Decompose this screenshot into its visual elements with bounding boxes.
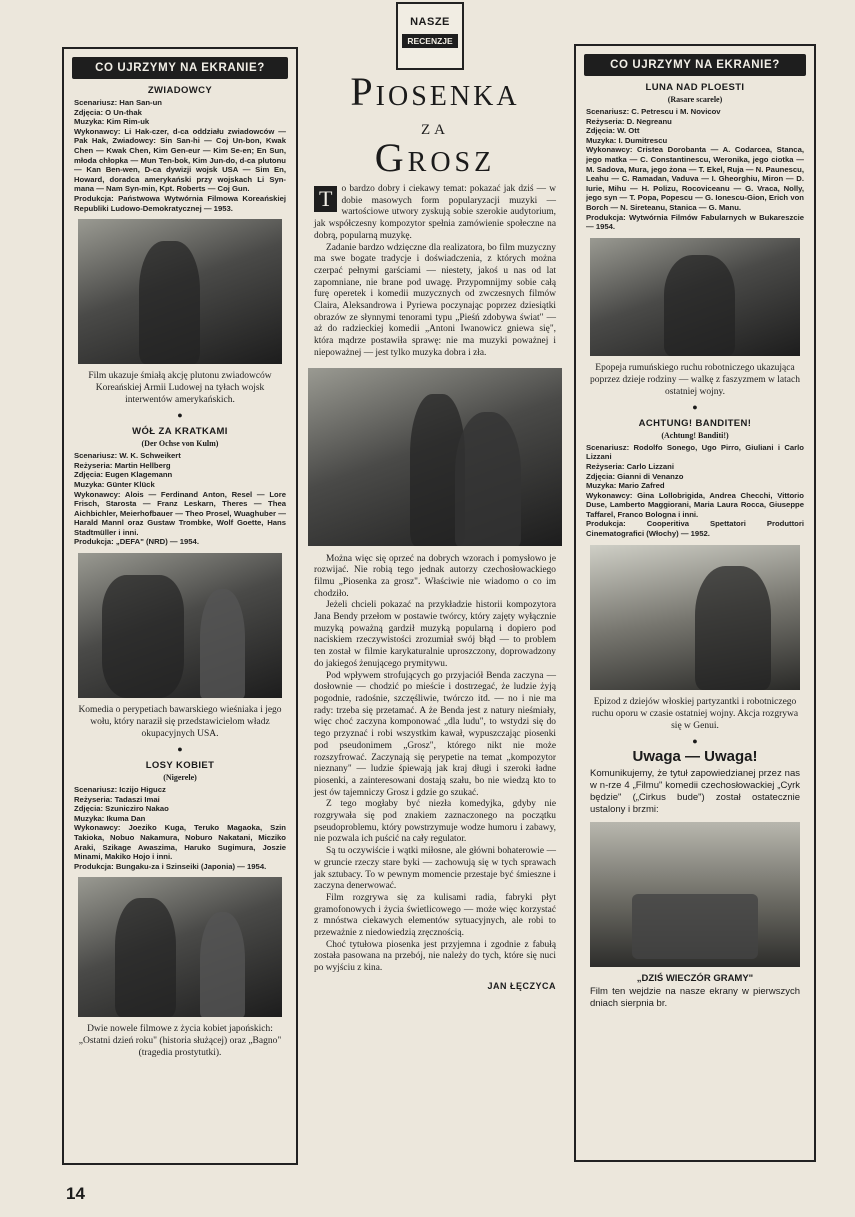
article-paragraph: Można więc się oprzeć na dobrych wzorach i pomysłowo je rozwijać. Nie robią tego jednak autorzy czechosłowackiego filmu „Piosenka za grosz". Właściwie nie wiadomo o co im chodziło. [314, 553, 556, 599]
article-paragraph: Z tego mogłaby być niezła komedyjka, gdyby nie rozgrywała się pod znakiem zaznaczonego na początku pseudoproblemu, który powstrzymuje wodze humoru i zabawy, nie pozwala ich puścić na cały regulator. [314, 799, 556, 845]
final-text: Film ten wejdzie na nasze ekrany w pierwszych dniach sierpnia br. [590, 985, 800, 1009]
article-title-line3: Grosz [374, 135, 496, 180]
film-credits-losy-kobiet: Scenariusz: Iczijo Higucz Reżyseria: Tadaszi Imai Zdjęcia: Szunicziro Nakao Muzyka: Ikuma Dan Wykonawcy: Joeziko Kuga, Teruko Magaoka, Szin Takioka, Nobuo Nakamura, Noburo Nakatani, Micziko Araki, Szikage Awaszima, Haruko Sugimura, Joszie Minami, Makiko Hojo i inni. Produkcja: Bungaku-za i Szinseiki (Japonia) — 1954. [74, 785, 286, 871]
film-caption-wol-za-kratkami: Komedia o perypetiach bawarskiego wieśniaka i jego wołu, który naraził się przedstawicielom władz okupacyjnych USA. [78, 705, 282, 740]
film-title-wol-za-kratkami: WÓŁ ZA KRATKAMI [132, 426, 228, 438]
separator-dot: ● [177, 410, 183, 421]
left-section-header: CO UJRZYMY NA EKRANIE? [72, 57, 288, 79]
article-paragraph: Film rozgrywa się za kulisami radia, fabryki płyt gramofonowych i życia świetlicowego — może więc korzystać z mnóstwa ciekawych elementów sytuacyjnych, ale robi to przeważnie z niedowiedzią zręcznością. [314, 892, 556, 939]
film-title-losy-kobiet: LOSY KOBIET [145, 760, 215, 772]
article-photo-couple [308, 368, 562, 546]
film-credits-zwiadowcy: Scenariusz: Han San-un Zdjęcia: O Un-thak Muzyka: Kim Rim-uk Wykonawcy: Li Hak-czer, d-ca oddziału zwiadowców — Pak Hak, Zwiadowcy: Sin San-hi — Coj Un-bon, Kwak Chen — Kwak Chen, Kim Gen-eur — Kim Se-en; En Sun, młoda chłopka — Mun Ten-bok, Kim Jun-do, d-ca plutonu — Kan Ben-wen, D-ca dywizji wojsk USA — Sim En, Howard, doradca amerykański przy wojskach Li Syn-mana — Nam Syn-min, Kpt. Roberts — Coj Gun. Produkcja: Państwowa Wytwórnia Filmowa Koreańskiej Republiki Ludowo-Demokratycznej — 1953. [74, 98, 286, 213]
left-column [62, 47, 298, 1165]
separator-dot: ● [692, 401, 698, 412]
article-paragraph: o bardzo dobry i ciekawy temat: pokazać jak dziś — w dobie masowych form popularyzacji muzyki — wartościowe utwory zyskują sobie szerokie audytorium, jak współczesny kompozytor spełnia zamówienie społeczne na dobrą, popularną muzykę. [314, 184, 556, 241]
film-still-achtung-banditen [590, 545, 800, 690]
article-paragraph: Zadanie bardzo wdzięczne dla realizatora, bo film muzyczny ma swe bogate tradycje i doświadczenia, z których można czerpać pełnymi garściami — niestety, jakoś u nas od lat zapomniane, nie brane pod uwagę. Przypomnijmy sobie całą furę operetek i komedii muzycznych od zwczesnych filmów Claira, Aleksandrowa i Pyriewa poczynając poprzez dziesiątki obrazów ze słynnymi tenorami typu „Pieśń zdobywa świat" — aż do radzieckiej komedii „Antoni Iwanowicz gniewa się", która mądrze postawiła sprawę: nie ma muzyki poważnej i niepoważnej — jest tylko muzyka dobra i zła. [314, 242, 556, 358]
film-caption-achtung-banditen: Epizod z dziejów włoskiej partyzantki i robotniczego ruchu oporu w czasie ostatniej wojny. Akcja rozgrywa się w Genui. [591, 696, 799, 731]
separator-dot: ● [692, 735, 698, 746]
film-caption-zwiadowcy: Film ukazuje śmiałą akcję plutonu zwiadowców Koreańskiej Armii Ludowej na tyłach wojsk interwentów amerykańskich. [88, 371, 272, 406]
notice-text: Komunikujemy, że tytuł zapowiedzianej przez nas w n-rze 4 „Filmu" komedii czechosłowackiej „Cyrk będzie" („Cirkus bude") został ostatecznie ustalony i brzmi: [590, 767, 800, 815]
separator-dot: ● [177, 744, 183, 755]
article-body [314, 184, 556, 993]
film-caption-losy-kobiet: Dwie nowele filmowe z życia kobiet japońskich: „Ostatni dzień roku" (historia służącej) oraz „Bagno" (tragedia prostytutki). [78, 1024, 282, 1059]
logo-line1: NASZE [410, 16, 450, 28]
film-still-wol-za-kratkami [78, 553, 282, 698]
film-subtitle-luna-nad-ploesti: (Rasare scarele) [667, 95, 723, 104]
film-subtitle-achtung-banditen: (Achtung! Banditi!) [661, 430, 729, 440]
film-title-zwiadowcy: ZWIADOWCY [147, 85, 213, 96]
film-still-losy-kobiet [78, 877, 282, 1017]
right-column [574, 44, 816, 1162]
final-caption: „DZIŚ WIECZÓR GRAMY" [636, 972, 754, 984]
nasze-recenzje-logo [396, 2, 464, 70]
article-title-line2: za [421, 114, 449, 139]
right-section-header: CO UJRZYMY NA EKRANIE? [584, 54, 806, 76]
article-paragraph: Choć tytułowa piosenka jest przyjemna i zgodnie z fabułą została pasowana na przebój, nie należy do tych, które się nuci po wyjściu z kina. [314, 939, 556, 974]
article-author: JAN ŁĘCZYCA [487, 980, 556, 991]
film-credits-luna-nad-ploesti: Scenariusz: C. Petrescu i M. Novicov Reżyseria: D. Negreanu Zdjęcia: W. Ott Muzyka: I. Dumitrescu Wykonawcy: Cristea Dorobanta — A. Codarcea, Stanca, jego matka — C. Constantinescu, Weronika, jego ciotka — M. Sadova, Mura, jego żona — T. Ekel, Ruja — N. Paunescu, Leahu — C. Ramadan, Vaduva — I. Gheorghiu, Miron — D. Iurie, Mihu — H. Polizu, Rocoviceanu — G. Vraca, Nolly, jego syn — T. Popa, Popescu — G. Ionescu-Gion, Erich von Borch — N. Sireteanu, Stanica — G. Manu. Produkcja: Wytwórnia Filmów Fabularnych w Bukareszcie — 1954. [586, 107, 804, 232]
page-number: 14 [66, 1184, 85, 1203]
film-subtitle-losy-kobiet: (Nigerele) [163, 773, 197, 783]
film-still-luna-nad-ploesti [590, 238, 800, 356]
film-title-luna-nad-ploesti: LUNA NAD PLOESTI [645, 82, 745, 93]
article-title-line1: Piosenka [350, 69, 520, 114]
film-credits-achtung-banditen: Scenariusz: Rodolfo Sonego, Ugo Pirro, Giuliani i Carlo Lizzani Reżyseria: Carlo Lizzani Zdjęcia: Gianni di Venanzo Muzyka: Mario Zafred Wykonawcy: Gina Lollobrigida, Andrea Checchi, Vittorio Duse, Lamberto Maggiorani, Maria Laura Rocca, Giuseppe Taffarel, Franco Bologna i inni. Produkcja: Cooperitiva Spettatori Produttori Cinematografici (Włochy) — 1952. [586, 442, 804, 539]
article-paragraph: Pod wpływem strofujących go przyjaciół Benda zaczyna — dosłownie — chodzić po mieście i dostrzegać, że ludzie żyją pogodnie, radośnie, szczęśliwie, twórczo itd. — no i nie ma rady: trzeba się przetamać. A że Benda jest z natury nieśmiały, więc choć zaczyna komponować „dla ludu", to wstydzi się do tego przyznać i robi wszystkim kawał, wypuszczając piosenki pod pseudonimem „Grosz", którego nikt nie może rozszyfrować. Zaczynają się perypetie na temat „kompozytor nieznany" — ludzie śpiewają jak kraj długi i szeroki ładne piosenki, a zainteresowani dostają szału, bo nie wiedzą kto to jest ów tajemniczy Grosz i gdzie go szukać. [314, 670, 556, 798]
film-caption-luna-nad-ploesti: Epopeja rumuńskiego ruchu robotniczego ukazująca poprzez dzieje rodziny — walkę z faszyzmem w latach ostatniej wojny. [590, 362, 800, 397]
notice-title: Uwaga — Uwaga! [632, 747, 758, 765]
film-title-achtung-banditen: ACHTUNG! BANDITEN! [638, 417, 752, 429]
film-subtitle-wol-za-kratkami: (Der Ochse von Kulm) [141, 439, 219, 449]
article-dropcap: T [314, 186, 337, 212]
film-still-dzis-wieczor-gramy [590, 822, 800, 967]
article-paragraph: Są tu oczywiście i wątki miłosne, ale główni bohaterowie — w gruncie rzeczy stare byki — zachowują się w tych sprawach jak sztubacy. To w pewnym momencie przestaje być śmieszne i zaczyna denerwować. [314, 846, 556, 892]
film-still-zwiadowcy [78, 219, 282, 364]
article-paragraph: Jeżeli chcieli pokazać na przykładzie historii kompozytora Jana Bendy przełom w postawie twórcy, który zajęty wyłącznie muzyką poważną gardził muzyką popularną i dopiero pod naciskiem rzeczywistości zrozumiał swój błąd — to problem ten został w filmie karykaturalnie uproszczony, doprowadzony do jakiegoś żenującego prymitywu. [314, 600, 556, 669]
film-credits-wol-za-kratkami: Scenariusz: W. K. Schweikert Reżyseria: Martin Hellberg Zdjęcia: Eugen Klagemann Muzyka: Günter Klück Wykonawcy: Alois — Ferdinand Anton, Resel — Lore Frisch, Starosta — Franz Leskarn, Theres — Thea Aichbichler, Meierhofbauer — Theo Prosel, Wuaghuber — Harald Mannl oraz Gustaw Trombke, Wolf Goette, Hans Stadtmüller i inni. Produkcja: „DEFA" (NRD) — 1954. [74, 451, 286, 547]
logo-line2: RECENZJE [402, 34, 458, 48]
